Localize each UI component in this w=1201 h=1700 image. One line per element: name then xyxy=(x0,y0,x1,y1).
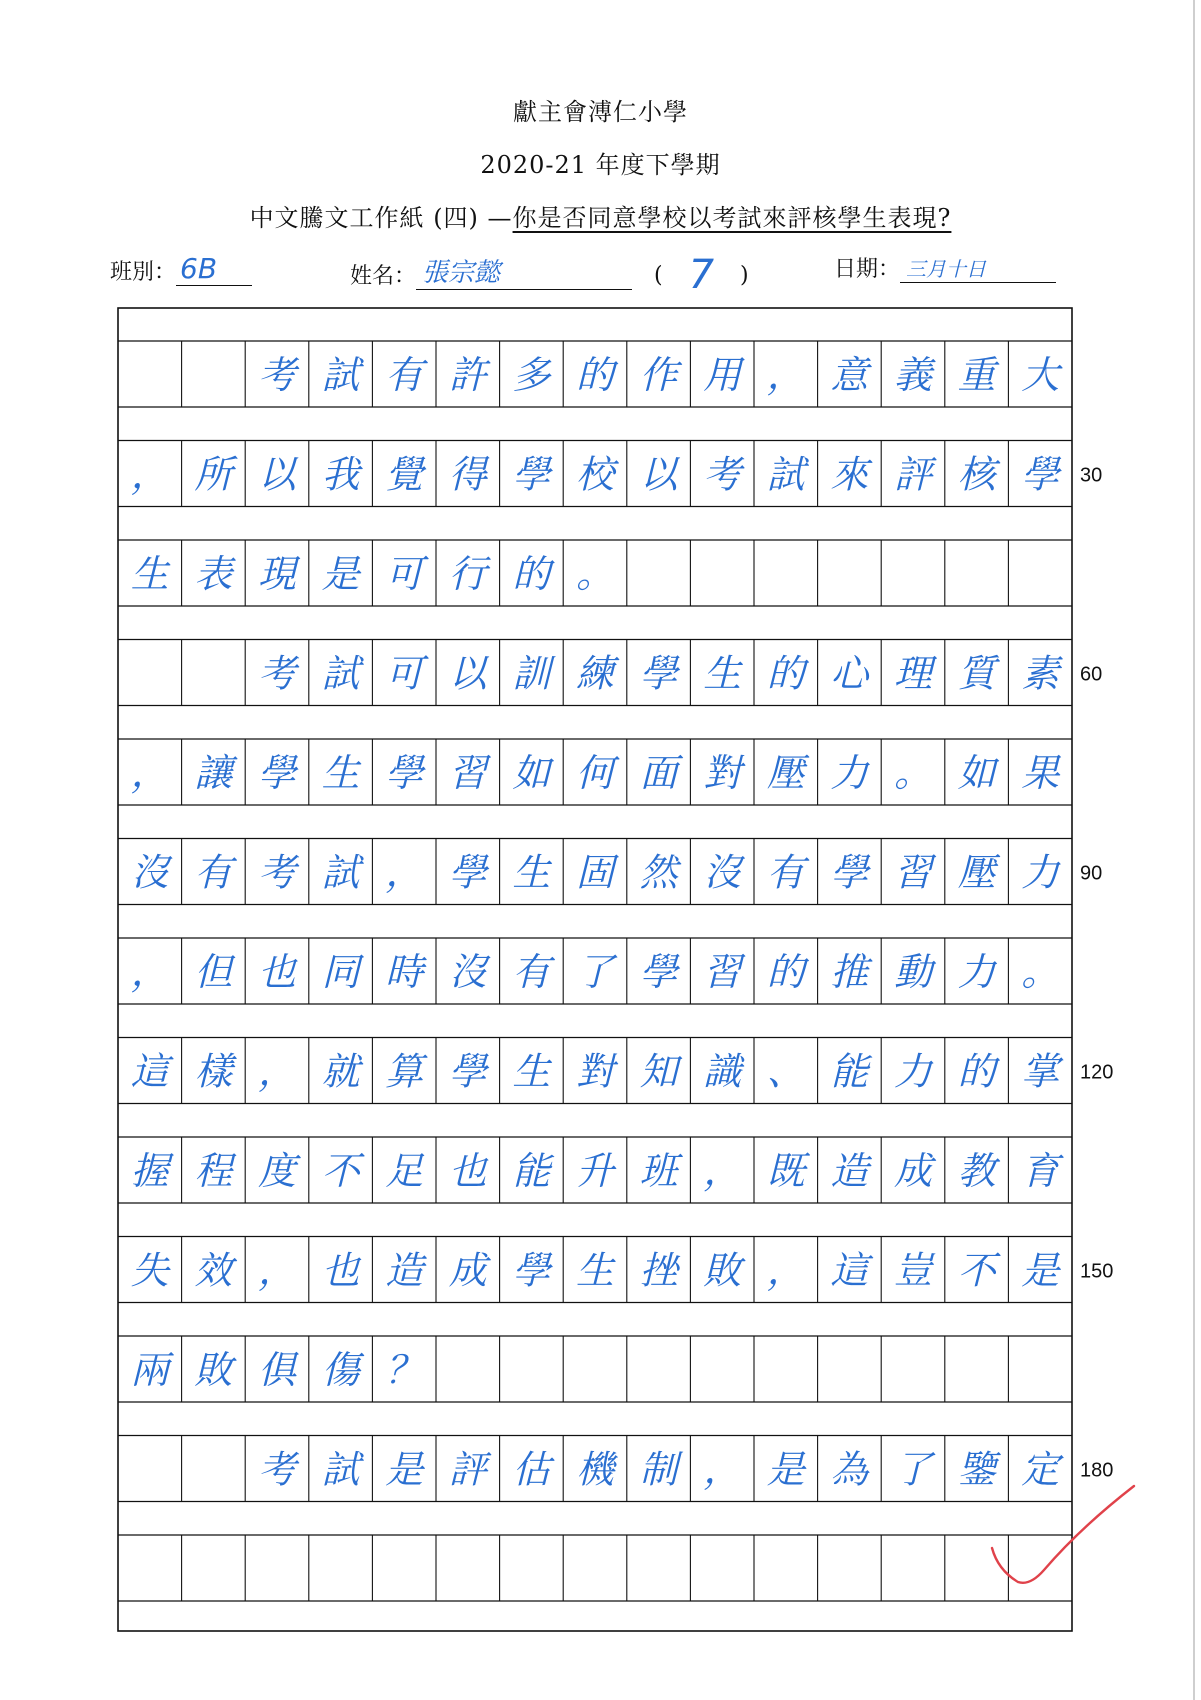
grid-char: 敗 xyxy=(703,1248,742,1293)
grid-char: 試 xyxy=(321,850,360,895)
grid-char: 班 xyxy=(639,1149,678,1193)
character-count-label: 30 xyxy=(1080,464,1103,487)
grid-char: 是 xyxy=(766,1447,805,1492)
grid-char: 這 xyxy=(130,1049,169,1094)
grid-char: 能 xyxy=(512,1149,551,1193)
grid-char: 考 xyxy=(257,850,297,895)
grid-row xyxy=(118,640,1072,706)
grid-char: 如 xyxy=(957,751,996,795)
grid-char: 了 xyxy=(893,1447,933,1492)
grid-char: 機 xyxy=(575,1447,615,1492)
grid-char: 用 xyxy=(703,353,742,397)
grid-char: 現 xyxy=(257,552,297,596)
grid-char: 握 xyxy=(130,1149,169,1193)
grid-char: 理 xyxy=(893,651,933,696)
grid-char: 試 xyxy=(321,353,360,397)
school-name: 獻主會溥仁小學 xyxy=(513,98,688,126)
grid-char: 但 xyxy=(194,950,233,994)
grid-char: 覺 xyxy=(385,452,424,497)
grid-char: 固 xyxy=(575,850,615,895)
grid-char: 有 xyxy=(512,950,551,994)
grid-row xyxy=(118,1038,1072,1104)
grid-char: 以 xyxy=(639,452,678,497)
grid-char: 以 xyxy=(448,651,487,696)
grid-char: 意 xyxy=(830,353,869,397)
grid-char: 考 xyxy=(703,452,742,497)
grid-char: 果 xyxy=(1021,751,1060,795)
grid-char: 壓 xyxy=(957,850,996,895)
grid-row xyxy=(118,341,1072,407)
grid-char: 成 xyxy=(448,1248,487,1293)
grid-char: 作 xyxy=(639,353,678,397)
grid-char: 核 xyxy=(957,452,996,497)
grid-char: 既 xyxy=(766,1149,805,1193)
grid-char: 效 xyxy=(194,1248,233,1293)
grid-char: 如 xyxy=(512,751,551,795)
grid-char: 失 xyxy=(130,1248,169,1293)
grid-row xyxy=(118,1436,1072,1502)
character-count-label: 180 xyxy=(1080,1459,1114,1482)
grid-char: 推 xyxy=(830,950,869,994)
grid-char: 質 xyxy=(957,651,996,696)
grid-char: 是 xyxy=(321,552,360,596)
grid-char: 然 xyxy=(639,850,678,895)
grid-char: 是 xyxy=(1021,1248,1060,1293)
grid-char: 為 xyxy=(830,1447,869,1492)
grid-char: 評 xyxy=(893,452,933,497)
grid-char: ， xyxy=(257,1049,297,1094)
grid-char: 這 xyxy=(830,1248,869,1293)
grid-char: 考 xyxy=(257,651,297,696)
grid-char: ， xyxy=(385,850,424,895)
character-count-label: 150 xyxy=(1080,1260,1114,1283)
grid-char: 有 xyxy=(385,353,424,397)
grid-char: 沒 xyxy=(130,850,169,895)
grid-char: 造 xyxy=(385,1248,424,1293)
grid-char: 傷 xyxy=(321,1348,360,1392)
grid-char: 的 xyxy=(957,1049,996,1094)
grid-char: 能 xyxy=(830,1049,869,1094)
grid-char: 。 xyxy=(1021,950,1060,994)
grid-char: 生 xyxy=(512,850,551,895)
worksheet-title: 中文騰文工作紙 (四) — xyxy=(249,204,513,232)
grid-char: 生 xyxy=(321,751,360,795)
name-label: 姓名： xyxy=(350,264,417,289)
grid-char: 的 xyxy=(575,353,615,397)
date-label: 日期： xyxy=(834,257,901,282)
grid-row xyxy=(118,540,1072,606)
grid-char: 重 xyxy=(957,353,996,397)
grid-char: 不 xyxy=(957,1248,996,1293)
grid-char: 。 xyxy=(893,751,933,795)
grid-char: 訓 xyxy=(512,651,551,696)
grid-row xyxy=(118,1336,1072,1402)
grid-char: 了 xyxy=(575,950,615,994)
date-value[interactable]: 三月十日 xyxy=(900,253,1056,283)
grid-char: 學 xyxy=(830,850,869,895)
grid-char: 習 xyxy=(703,950,742,994)
grid-char: ， xyxy=(130,452,169,497)
grid-char: 教 xyxy=(957,1149,996,1193)
grid-char: 評 xyxy=(448,1447,487,1492)
grid-char: 學 xyxy=(1021,452,1060,497)
grid-char: 學 xyxy=(639,651,678,696)
class-value[interactable]: 6B xyxy=(176,252,252,286)
seat-open-paren: ( xyxy=(654,263,663,288)
academic-term: 2020-21 年度下學期 xyxy=(480,151,721,179)
grid-char: ， xyxy=(766,353,805,397)
grid-char: 心 xyxy=(830,651,869,696)
grid-char: 就 xyxy=(321,1049,360,1094)
grid-char: 有 xyxy=(766,850,805,895)
grid-char: 學 xyxy=(448,1049,487,1094)
grid-char: 樣 xyxy=(194,1049,233,1094)
grid-char: 習 xyxy=(893,850,933,895)
grid-char: 時 xyxy=(385,950,424,994)
grid-char: ？ xyxy=(385,1348,424,1392)
grid-char: 習 xyxy=(448,751,487,795)
grid-char: 練 xyxy=(575,651,615,696)
grid-char: 可 xyxy=(385,552,424,596)
grid-char: 兩 xyxy=(130,1348,169,1392)
grid-char: 敗 xyxy=(194,1348,233,1392)
grid-char: ， xyxy=(130,950,169,994)
grid-char: 定 xyxy=(1021,1447,1060,1492)
grid-char: 學 xyxy=(512,452,551,497)
grid-char: 挫 xyxy=(639,1248,678,1293)
grid-char: ， xyxy=(257,1248,297,1293)
grid-char: 成 xyxy=(893,1149,933,1193)
grid-row xyxy=(118,441,1072,507)
grid-char: 試 xyxy=(321,1447,360,1492)
grid-char: 識 xyxy=(703,1049,742,1094)
class-label: 班別： xyxy=(110,260,177,285)
grid-char: 學 xyxy=(512,1248,551,1293)
grid-char: 學 xyxy=(639,950,678,994)
grid-char: 豈 xyxy=(893,1248,933,1293)
grid-char: 沒 xyxy=(703,850,742,895)
grid-char: 考 xyxy=(257,353,297,397)
grid-char: 生 xyxy=(575,1248,615,1293)
grid-char: 程 xyxy=(194,1149,233,1193)
grid-char: 何 xyxy=(575,751,615,795)
grid-char: 可 xyxy=(385,651,424,696)
grid-char: 造 xyxy=(830,1149,869,1193)
grid-char: 不 xyxy=(321,1149,360,1193)
grid-char: 升 xyxy=(575,1149,615,1193)
grid-char: 素 xyxy=(1021,651,1060,696)
grid-char: 估 xyxy=(512,1447,551,1492)
grid-char: 力 xyxy=(830,751,869,795)
grid-row xyxy=(118,1237,1072,1303)
grid-char: 足 xyxy=(385,1149,424,1193)
grid-char: 壓 xyxy=(766,751,805,795)
grid-char: 。 xyxy=(575,552,615,596)
grid-row xyxy=(118,1535,1072,1601)
grid-row xyxy=(118,938,1072,1004)
grid-char: 面 xyxy=(639,751,678,795)
grid-char: 力 xyxy=(1021,850,1060,895)
grid-char: 同 xyxy=(321,950,360,994)
character-count-label: 60 xyxy=(1080,663,1103,686)
grid-char: 讓 xyxy=(194,751,233,795)
grid-char: 也 xyxy=(321,1248,360,1293)
grid-char: 算 xyxy=(385,1049,424,1094)
grid-char: 來 xyxy=(830,452,869,497)
grid-char: ， xyxy=(766,1248,805,1293)
grid-char: 也 xyxy=(257,950,297,994)
grid-char: 、 xyxy=(766,1049,805,1094)
grid-char: 掌 xyxy=(1021,1049,1060,1094)
grid-char: 得 xyxy=(448,452,487,497)
grid-char: 動 xyxy=(893,950,933,994)
grid-char: ， xyxy=(703,1149,742,1193)
seat-number-value[interactable]: 7 xyxy=(688,252,715,298)
character-count-label: 120 xyxy=(1080,1061,1114,1084)
grid-char: 對 xyxy=(575,1049,615,1094)
name-value[interactable]: 張宗懿 xyxy=(416,252,632,290)
grid-char: 生 xyxy=(703,651,742,696)
grid-char: 試 xyxy=(766,452,805,497)
grid-char: 考 xyxy=(257,1447,297,1492)
grid-char: 表 xyxy=(194,552,233,596)
grid-char: 生 xyxy=(512,1049,551,1094)
character-count-label: 90 xyxy=(1080,862,1103,885)
essay-question: 你是否同意學校以考試來評核學生表現? xyxy=(512,204,952,232)
grid-char: 義 xyxy=(893,353,933,397)
grid-row xyxy=(118,1137,1072,1203)
seat-close-paren: ) xyxy=(740,263,749,288)
grid-char: 所 xyxy=(194,452,233,497)
grid-char: 育 xyxy=(1021,1149,1060,1193)
grid-char: 試 xyxy=(321,651,360,696)
check-mark-icon xyxy=(988,1478,1138,1588)
grid-char: 知 xyxy=(639,1049,678,1094)
grid-char: 行 xyxy=(448,552,487,596)
grid-char: 是 xyxy=(385,1447,424,1492)
grid-char: 的 xyxy=(766,651,805,696)
grid-char: 的 xyxy=(766,950,805,994)
grid-char: 的 xyxy=(512,552,551,596)
grid-char: 學 xyxy=(385,751,424,795)
grid-char: 力 xyxy=(893,1049,933,1094)
grid-char: ， xyxy=(703,1447,742,1492)
grid-char: 力 xyxy=(957,950,996,994)
grid-char: 我 xyxy=(321,452,360,497)
grid-char: ， xyxy=(130,751,169,795)
grid-char: 有 xyxy=(194,850,233,895)
grid-row xyxy=(118,739,1072,805)
grid-char: 也 xyxy=(448,1149,487,1193)
grid-char: 大 xyxy=(1021,353,1060,397)
grid-char: 對 xyxy=(703,751,742,795)
grid-char: 生 xyxy=(130,552,169,596)
grid-char: 以 xyxy=(257,452,297,497)
grid-row xyxy=(118,839,1072,905)
grid-char: 許 xyxy=(448,353,487,397)
grid-char: 制 xyxy=(639,1447,678,1492)
grid-char: 校 xyxy=(575,452,615,497)
grid-char: 沒 xyxy=(448,950,487,994)
grid-char: 度 xyxy=(257,1149,297,1193)
grid-char: 鑒 xyxy=(957,1447,996,1492)
grid-char: 多 xyxy=(512,353,551,397)
grid-char: 俱 xyxy=(257,1348,297,1392)
grid-char: 學 xyxy=(257,751,297,795)
grid-char: 學 xyxy=(448,850,487,895)
